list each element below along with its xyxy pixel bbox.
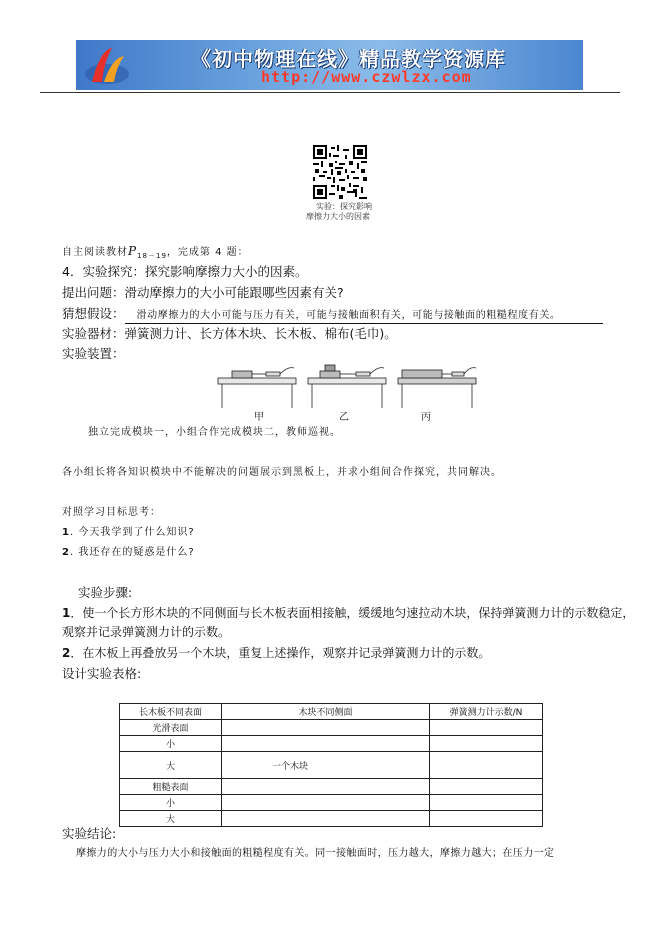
table-cell: 粗糙表面 — [120, 779, 222, 795]
step-1-number: 1 — [62, 606, 71, 620]
reflection-q2-text: . 我还存在的疑惑是什么? — [69, 547, 195, 558]
table-cell: 光滑表面 — [120, 720, 222, 736]
step-1-line2: 观察并记录弹簧测力计的示数。 — [62, 625, 231, 639]
hypothesis-text: 滑动摩擦力的大小可能与压力有关，可能与接触面积有关，可能与接触面的粗糙程度有关。 — [125, 309, 603, 324]
table-cell[interactable] — [222, 779, 430, 795]
qr-code-icon — [313, 145, 367, 199]
table-row — [120, 752, 543, 779]
table-row — [120, 795, 543, 811]
equipment-label: 实验器材： — [62, 326, 125, 341]
site-logo-icon — [82, 44, 132, 88]
apparatus-label: 实验装置： — [62, 346, 125, 361]
step-1-line1 — [62, 605, 634, 621]
reflection-title: 对照学习目标思考： — [62, 507, 161, 518]
table-cell[interactable] — [430, 795, 543, 811]
table-row — [120, 720, 543, 736]
table-cell[interactable] — [430, 779, 543, 795]
equipment-text: 弹簧测力计、长方体木块、长木板、棉布(毛巾)。 — [124, 326, 397, 341]
instruction-1: 独立完成模块一，小组合作完成模块二，教师巡视。 — [88, 427, 341, 438]
reflection-q2-number: 2 — [62, 547, 70, 558]
table-row — [120, 811, 543, 827]
table-cell: 小 — [120, 736, 222, 752]
hypothesis-line — [62, 306, 603, 324]
question-line — [62, 285, 344, 301]
table-cell: 小 — [120, 795, 222, 811]
setup-bing — [398, 368, 476, 408]
table-cell[interactable] — [430, 752, 543, 779]
step-2-text: ．在木板上再叠放另一个木块，重复上述操作，观察并记录弹簧测力计的示数。 — [70, 646, 491, 660]
step-2-number: 2 — [62, 646, 71, 660]
steps-title: 实验步骤: — [78, 585, 133, 600]
table-cell[interactable] — [430, 736, 543, 752]
reading-page: P — [128, 244, 138, 258]
reflection-q1 — [62, 526, 195, 540]
table-cell[interactable] — [430, 811, 543, 827]
table-cell[interactable] — [222, 736, 430, 752]
apparatus-label-bing: 丙 — [421, 412, 431, 423]
reading-suffix: ，完成第 4 题： — [166, 247, 249, 258]
reading-page-range: 18－19 — [137, 252, 167, 260]
apparatus-label-yi: 乙 — [339, 412, 349, 423]
conclusion-label: 实验结论: — [62, 826, 117, 841]
table-cell: 大 — [120, 752, 222, 779]
header-banner — [76, 40, 583, 90]
reflection-q2 — [62, 546, 195, 560]
table-header: 弹簧测力计示数/N — [430, 704, 543, 720]
step-2 — [62, 645, 490, 661]
question-label: 提出问题： — [62, 285, 125, 300]
reading-prefix: 自主阅读教材 — [62, 247, 128, 258]
qr-caption-line1: 实验：探究影响 — [316, 202, 372, 211]
hypothesis-label: 猜想假设： — [62, 306, 125, 321]
table-cell[interactable] — [430, 720, 543, 736]
table-cell[interactable]: 一个木块 — [222, 752, 430, 779]
experiment-table — [119, 703, 543, 827]
table-cell[interactable] — [222, 720, 430, 736]
reflection-q1-text: . 今天我学到了什么知识? — [69, 527, 195, 538]
conclusion-text: 摩擦力的大小与压力大小和接触面的粗糙程度有关。同一接触面时，压力越大，摩擦力越大；在压力一定 — [76, 848, 555, 859]
table-cell[interactable] — [222, 811, 430, 827]
setup-yi — [308, 365, 386, 408]
instruction-2: 各小组长将各知识模块中不能解决的问题展示到黑板上，并求小组间合作探究，共同解决。 — [62, 467, 502, 478]
banner-url[interactable]: http://www.czwlzx.com — [261, 68, 472, 86]
setup-jia — [218, 368, 296, 408]
q4-title: 4．实验探究：探究影响摩擦力大小的因素。 — [62, 264, 308, 279]
table-header-row — [120, 704, 543, 720]
step-1-text: ．使一个长方形木块的不同侧面与长木板表面相接触，缓缓地匀速拉动木块，保持弹簧测力计的示数稳定， — [70, 606, 635, 620]
table-header: 木块不同侧面 — [222, 704, 430, 720]
table-row — [120, 779, 543, 795]
reading-instruction — [62, 244, 249, 263]
qr-caption-line2: 摩擦力大小的因素 — [306, 212, 370, 221]
table-row — [120, 736, 543, 752]
banner-title: 《初中物理在线》精品教学资源库 — [191, 47, 506, 71]
apparatus-diagram — [216, 364, 478, 410]
apparatus-label-jia: 甲 — [254, 412, 264, 423]
table-title: 设计实验表格: — [62, 666, 142, 681]
header-divider — [40, 92, 620, 93]
question-text: 滑动摩擦力的大小可能跟哪些因素有关? — [124, 285, 344, 300]
table-cell: 大 — [120, 811, 222, 827]
table-cell[interactable] — [222, 795, 430, 811]
equipment-line — [62, 326, 397, 342]
reflection-q1-number: 1 — [62, 527, 70, 538]
table-header: 长木板不同表面 — [120, 704, 222, 720]
